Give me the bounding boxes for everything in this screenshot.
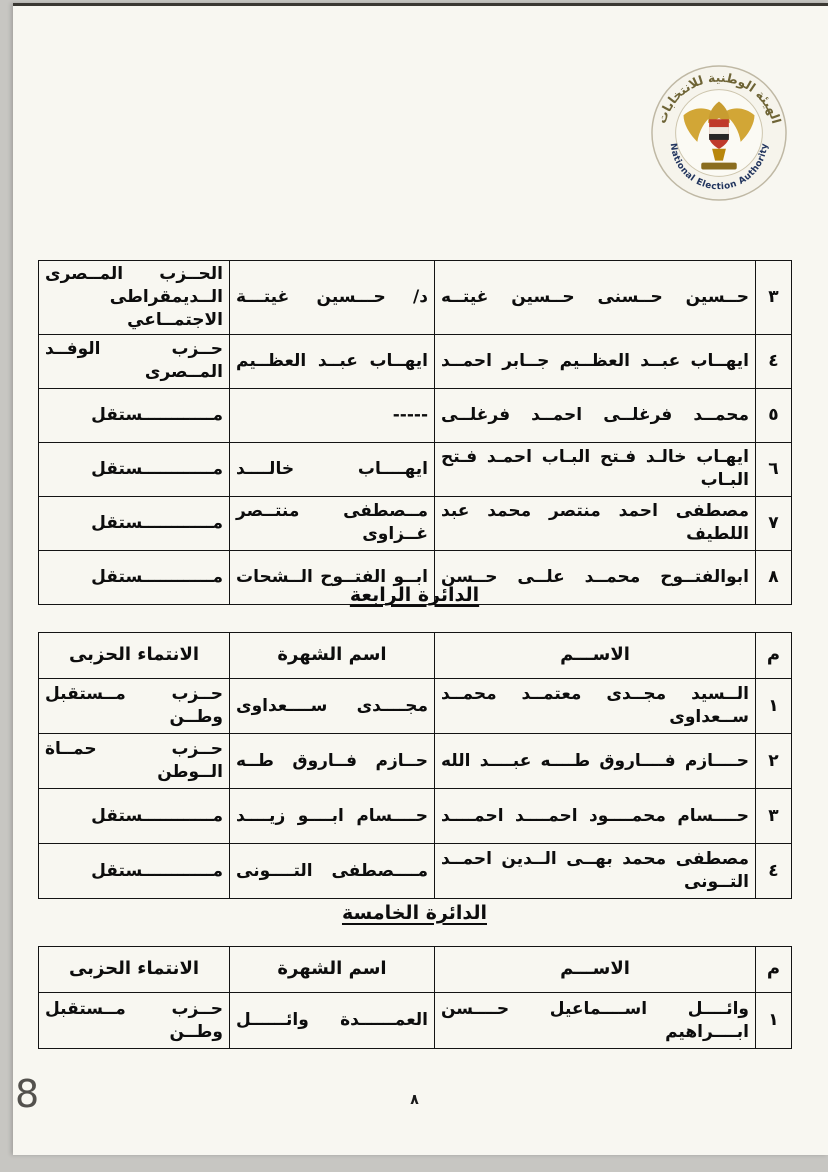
candidate-name-cell: مصطفى محمد بهــى الــدين احمــد التــونى — [435, 844, 756, 899]
row-number-cell: ٤ — [756, 334, 792, 388]
party-affiliation-cell: حــزب الوفــد المــصرى — [39, 334, 230, 388]
row-number-cell: ٣ — [756, 261, 792, 335]
district-5-heading-text: الدائرة الخامسة — [341, 902, 487, 924]
row-number-cell: ٧ — [756, 496, 792, 550]
party-affiliation-cell: مــــــــــــستقل — [39, 496, 230, 550]
col-header-num: م — [756, 633, 792, 679]
candidate-name-cell: حــسين حــسنى حــسين غيتــه — [435, 261, 756, 335]
known-name-cell: ----- — [230, 388, 435, 442]
district-5-table — [38, 946, 792, 1049]
known-name-cell: حــــسام ابــــو زيــــد — [230, 789, 435, 844]
candidate-name-cell: ايهـاب خالـد فـتح البـاب احمـد فـتح البـاب — [435, 442, 756, 496]
candidate-name-cell: حــــسام محمــــود احمــــد احمــــد — [435, 789, 756, 844]
table-row — [39, 679, 792, 734]
known-name-cell: مجــــدى ســــعداوى — [230, 679, 435, 734]
district-5-heading — [38, 902, 791, 924]
party-affiliation-cell: مــــــــــــستقل — [39, 844, 230, 899]
known-name-cell: العمــــــدة وائــــــل — [230, 993, 435, 1049]
candidate-name-cell: محمــد فرغلــى احمــد فرغلــى — [435, 388, 756, 442]
district-4-heading — [38, 584, 791, 606]
district-4-heading-text: الدائرة الرابعة — [349, 584, 480, 606]
table-row — [39, 734, 792, 789]
candidate-name-cell: الــسيد مجــدى معتمــد محمــد ســعداوى — [435, 679, 756, 734]
document-page — [13, 3, 828, 1155]
viewer-page-indicator: 8 — [15, 1072, 40, 1116]
col-header-shohra: اسم الشهرة — [230, 633, 435, 679]
row-number-cell: ٥ — [756, 388, 792, 442]
candidate-name-cell: ايهــاب عبــد العظــيم جــابر احمــد — [435, 334, 756, 388]
candidate-name-cell: وائــــل اســــماعيل حــــسن ابــــراهيم — [435, 993, 756, 1049]
known-name-cell: مــــصطفى التــــونى — [230, 844, 435, 899]
page-number-footer: ٨ — [410, 1092, 419, 1108]
party-affiliation-cell: الحــزب المــصرى الــديمقراطى الاجتمــاعي — [39, 261, 230, 335]
party-affiliation-cell: حــزب مــستقبل وطــن — [39, 679, 230, 734]
table-row — [39, 993, 792, 1049]
district-4-table — [38, 632, 792, 899]
col-header-party: الانتماء الحزبى — [39, 947, 230, 993]
candidate-name-cell: ابوالفتــوح محمــد علــى حــسن — [435, 550, 756, 604]
party-affiliation-cell: مــــــــــــستقل — [39, 388, 230, 442]
row-number-cell: ٨ — [756, 550, 792, 604]
table-header-row — [39, 947, 792, 993]
row-number-cell: ٣ — [756, 789, 792, 844]
table-row — [39, 442, 792, 496]
col-header-shohra: اسم الشهرة — [230, 947, 435, 993]
known-name-cell: حــازم فــاروق طــه — [230, 734, 435, 789]
known-name-cell: د/ حـــسين غيتـــة — [230, 261, 435, 335]
party-affiliation-cell: مــــــــــــستقل — [39, 550, 230, 604]
row-number-cell: ١ — [756, 993, 792, 1049]
row-number-cell: ٦ — [756, 442, 792, 496]
row-number-cell: ٤ — [756, 844, 792, 899]
col-header-name: الاســـم — [435, 633, 756, 679]
table-row — [39, 844, 792, 899]
logo-arabic-arc-text: الهيئة الوطنية للانتخابات — [654, 70, 784, 126]
party-affiliation-cell: حــزب مــستقبل وطــن — [39, 993, 230, 1049]
row-number-cell: ١ — [756, 679, 792, 734]
table-row — [39, 334, 792, 388]
known-name-cell: ابــو الفتــوح الــشحات — [230, 550, 435, 604]
table-header-row — [39, 633, 792, 679]
nea-logo — [650, 64, 788, 202]
col-header-num: م — [756, 947, 792, 993]
known-name-cell: مــصطفى منتــصر غــزاوى — [230, 496, 435, 550]
row-number-cell: ٢ — [756, 734, 792, 789]
table-row — [39, 261, 792, 335]
party-affiliation-cell: مــــــــــــستقل — [39, 789, 230, 844]
known-name-cell: ايهــاب عبــد العظــيم — [230, 334, 435, 388]
known-name-cell: ايهــــاب خالــــد — [230, 442, 435, 496]
col-header-party: الانتماء الحزبى — [39, 633, 230, 679]
candidate-name-cell: حــــازم فــــاروق طــــه عبــــد الله — [435, 734, 756, 789]
table-row — [39, 496, 792, 550]
party-affiliation-cell: حــزب حمــاة الــوطن — [39, 734, 230, 789]
nea-seal-icon — [650, 64, 788, 202]
table-row — [39, 388, 792, 442]
logo-english-arc-text: National Election Authority — [667, 142, 771, 193]
col-header-name: الاســـم — [435, 947, 756, 993]
candidate-name-cell: مصطفى احمد منتصر محمد عبد اللطيف — [435, 496, 756, 550]
candidates-table-continued — [38, 260, 792, 605]
party-affiliation-cell: مــــــــــــستقل — [39, 442, 230, 496]
table-row — [39, 789, 792, 844]
